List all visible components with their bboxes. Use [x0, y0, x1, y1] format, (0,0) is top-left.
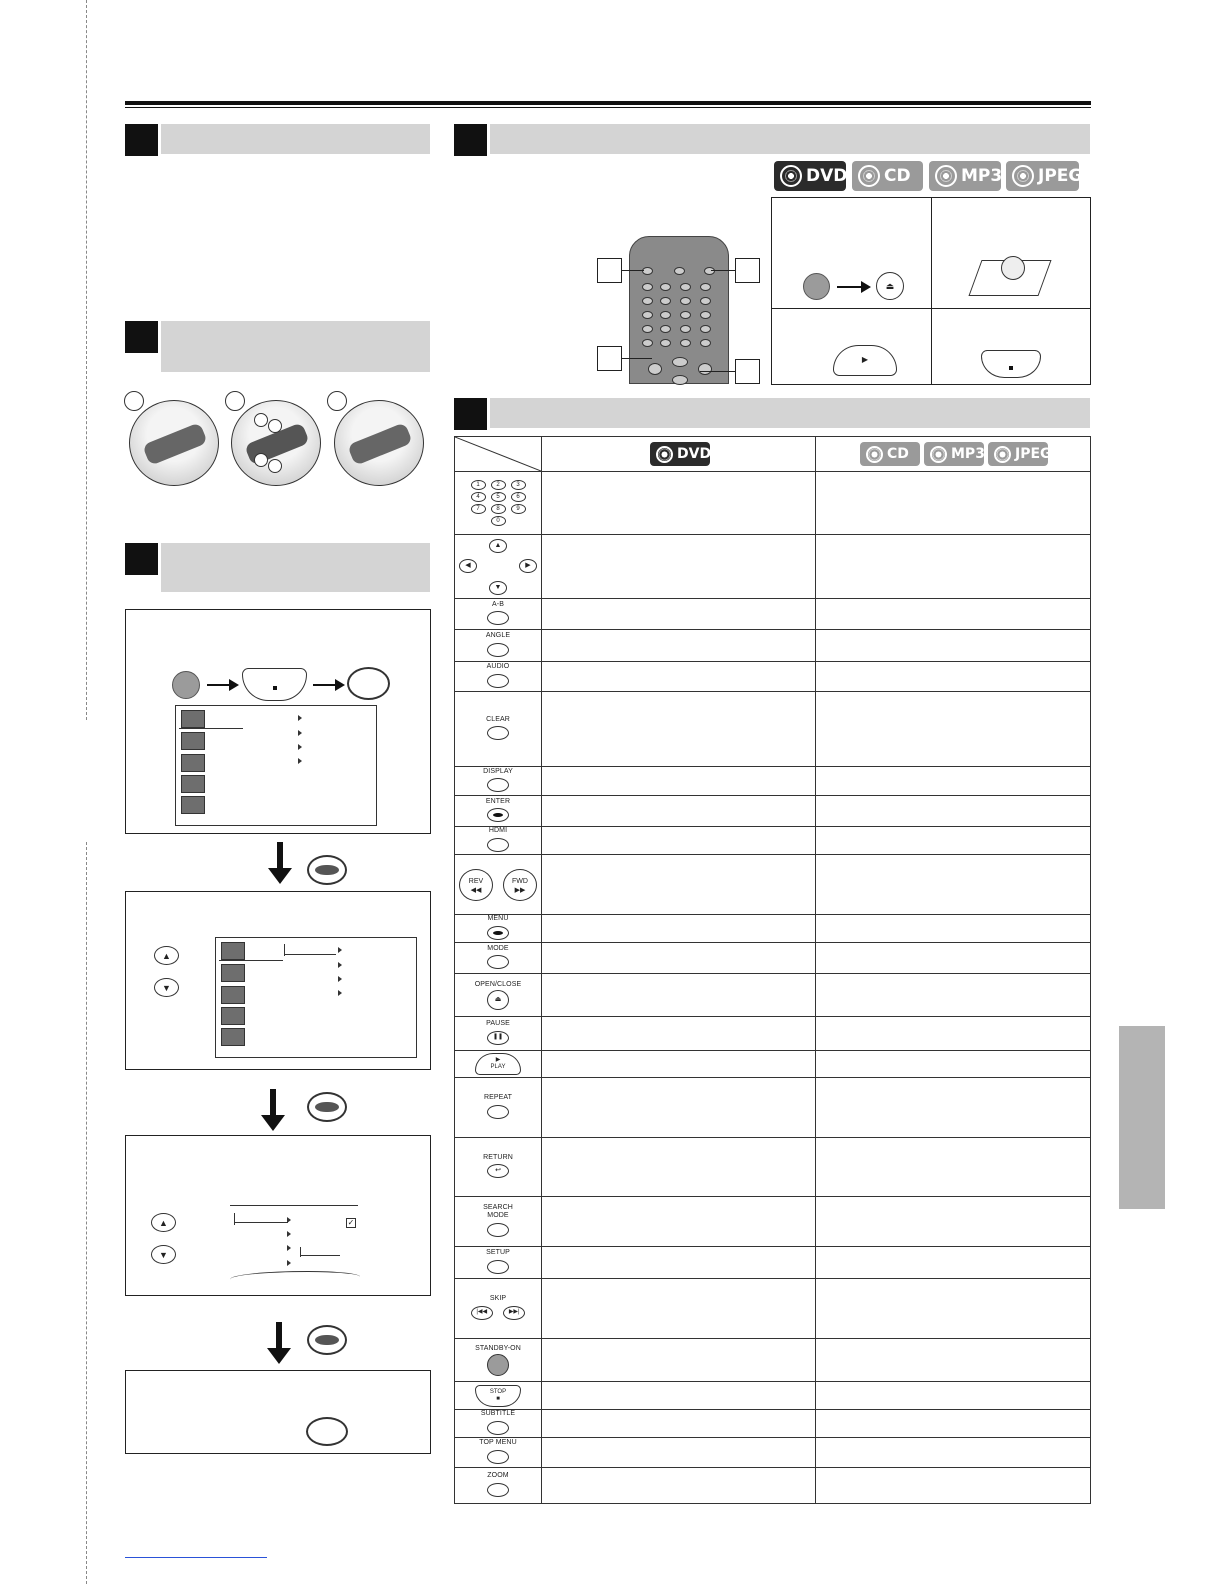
menu-excerpt — [230, 1205, 370, 1285]
language-menu-icon — [181, 710, 205, 728]
setup-step-4-box — [125, 1370, 431, 1454]
a-b-button-icon: A-B — [455, 599, 542, 630]
chevron-right-icon — [338, 990, 342, 996]
table-row — [455, 767, 1091, 796]
mp3-disc-badge: MP3 — [929, 161, 1001, 191]
audio-button-icon: AUDIO — [455, 662, 542, 692]
cd-disc-badge: CD — [860, 442, 920, 466]
table-row — [455, 827, 1091, 855]
table-row — [455, 535, 1091, 599]
section-number-box — [454, 398, 487, 430]
rev-button-icon: REV ◀◀ — [459, 869, 493, 901]
subtitle-button-icon: SUBTITLE — [455, 1410, 542, 1438]
dvd-disc-badge: DVD — [650, 442, 710, 466]
checkbox-checked-icon: ✓ — [347, 1218, 355, 1227]
step-1-marker — [124, 391, 144, 411]
battery-step-2-illustration — [231, 400, 321, 486]
cd-disc-badge: CD — [852, 161, 923, 191]
chevron-right-icon — [287, 1231, 291, 1237]
arrow-down-icon — [270, 1089, 276, 1117]
language-menu-icon — [221, 942, 245, 960]
section-number-box — [125, 543, 158, 575]
table-row — [455, 915, 1091, 943]
chevron-right-icon — [287, 1217, 291, 1223]
table-header-cd-mp3-jpeg — [816, 437, 1091, 472]
enter-button-icon: ENTER — [455, 796, 542, 827]
section-number-box — [125, 124, 158, 156]
section-heading-bar — [161, 321, 430, 372]
enter-button-icon — [307, 1325, 347, 1355]
section-side-tab — [1119, 1026, 1165, 1209]
table-row — [455, 1138, 1091, 1197]
cut-line-bottom — [86, 842, 87, 1584]
menu-button-icon: MENU — [455, 915, 542, 943]
header-rule-thin — [125, 107, 1091, 108]
number-buttons-icon: 1 2 3 4 5 6 7 8 9 0 — [455, 472, 542, 535]
table-row — [455, 472, 1091, 535]
table-row — [455, 1279, 1091, 1339]
step-2-marker — [225, 391, 245, 411]
video-menu-icon — [181, 754, 205, 772]
clear-button-icon: CLEAR — [455, 692, 542, 767]
table-row — [455, 1438, 1091, 1468]
section-number-box — [125, 321, 158, 353]
video-menu-icon — [221, 986, 245, 1004]
table-row — [455, 1078, 1091, 1138]
chevron-right-icon — [298, 744, 302, 750]
enter-button-icon — [307, 855, 347, 885]
section-heading-bar — [490, 398, 1090, 428]
chevron-right-icon — [338, 947, 342, 953]
rev-fwd-buttons-icon — [455, 855, 542, 915]
table-header-dvd — [542, 437, 816, 472]
chevron-right-icon — [338, 976, 342, 982]
up-arrow-button-icon: ▲ — [154, 946, 179, 965]
open-close-button-icon: OPEN/CLOSE ⏏ — [455, 974, 542, 1017]
table-row — [455, 692, 1091, 767]
section-heading-bar — [161, 124, 430, 154]
table-row — [455, 1410, 1091, 1438]
setup-button-icon — [347, 667, 390, 700]
cursor-buttons-icon: ▲ ◀ ▶ ▼ — [455, 535, 542, 599]
chevron-right-icon — [298, 730, 302, 736]
table-corner-cell — [455, 437, 542, 472]
chevron-right-icon — [298, 758, 302, 764]
remote-control-illustration — [629, 236, 729, 384]
fwd-button-icon: FWD ▶▶ — [503, 869, 537, 901]
others-menu-icon — [221, 1028, 245, 1046]
chevron-right-icon — [298, 715, 302, 721]
callout-box-1 — [597, 258, 622, 283]
arrow-down-icon — [276, 1322, 282, 1350]
table-row — [455, 1017, 1091, 1051]
playback-step-1-box — [771, 197, 932, 309]
mode-button-icon: MODE — [455, 943, 542, 974]
up-arrow-button-icon: ▲ — [151, 1213, 176, 1232]
chevron-right-icon — [338, 962, 342, 968]
return-button-icon: RETURN ↩ — [455, 1138, 542, 1197]
callout-box-2 — [735, 258, 760, 283]
down-arrow-button-icon: ▼ — [151, 1245, 176, 1264]
setup-button-icon: SETUP — [455, 1247, 542, 1279]
table-row — [455, 1468, 1091, 1504]
standby-on-button-icon: STANDBY-ON — [455, 1339, 542, 1382]
disc-tray-illustration — [975, 250, 1045, 300]
skip-forward-icon: ▶▶| — [503, 1306, 525, 1320]
pause-button-icon: PAUSE ❚❚ — [455, 1017, 542, 1051]
display-menu-icon — [221, 964, 245, 982]
arrow-right-icon — [207, 684, 237, 686]
table-row — [455, 943, 1091, 974]
repeat-button-icon: REPEAT — [455, 1078, 542, 1138]
section-heading-bar — [490, 124, 1090, 154]
bottom-link-underline — [125, 1557, 267, 1558]
cut-line-top — [86, 0, 87, 720]
setup-menu-screen-1 — [175, 705, 377, 826]
battery-step-3-illustration — [334, 400, 424, 486]
table-row — [455, 855, 1091, 915]
zoom-button-icon: ZOOM — [455, 1468, 542, 1504]
jpeg-disc-badge: JPEG — [988, 442, 1048, 466]
setup-button-icon — [306, 1417, 348, 1446]
search-mode-button-icon: SEARCH MODE — [455, 1197, 542, 1247]
skip-back-icon: |◀◀ — [471, 1306, 493, 1320]
standby-on-icon — [172, 671, 200, 699]
table-row — [455, 662, 1091, 692]
dvd-disc-badge: DVD — [774, 161, 846, 191]
remote-buttons-table — [454, 436, 1091, 1504]
step-3-marker — [327, 391, 347, 411]
audio-menu-icon — [181, 775, 205, 793]
table-row — [455, 974, 1091, 1017]
standby-on-icon — [803, 273, 830, 300]
section-heading-bar — [161, 543, 430, 592]
down-arrow-button-icon: ▼ — [154, 978, 179, 997]
arrow-right-icon — [313, 684, 343, 686]
header-rule — [125, 101, 1091, 105]
angle-button-icon: ANGLE — [455, 630, 542, 662]
hdmi-button-icon: HDMI — [455, 827, 542, 855]
skip-buttons-icon: SKIP |◀◀ ▶▶| — [455, 1279, 542, 1339]
play-button-icon: ▶ — [833, 345, 897, 376]
section-number-box — [454, 124, 487, 156]
arrow-down-icon — [277, 842, 283, 870]
chevron-right-icon — [287, 1260, 291, 1266]
table-row — [455, 1051, 1091, 1078]
callout-box-4 — [735, 359, 760, 384]
arrow-right-icon — [837, 286, 869, 288]
display-button-icon: DISPLAY — [455, 767, 542, 796]
others-menu-icon — [181, 796, 205, 814]
battery-step-1-illustration — [129, 400, 219, 486]
open-close-button-icon: ⏏ — [876, 272, 904, 300]
chevron-right-icon — [287, 1245, 291, 1251]
enter-button-icon — [307, 1092, 347, 1122]
mp3-disc-badge: MP3 — [924, 442, 984, 466]
stop-button-icon: STOP ■ — [455, 1382, 542, 1410]
table-row — [455, 1197, 1091, 1247]
table-row — [455, 1247, 1091, 1279]
table-row — [455, 796, 1091, 827]
table-row — [455, 599, 1091, 630]
audio-menu-icon — [221, 1007, 245, 1025]
display-menu-icon — [181, 732, 205, 750]
table-row — [455, 630, 1091, 662]
table-row — [455, 1382, 1091, 1410]
setup-menu-screen-2 — [215, 937, 417, 1058]
jpeg-disc-badge: JPEG — [1006, 161, 1079, 191]
table-row — [455, 1339, 1091, 1382]
callout-box-3 — [597, 346, 622, 371]
top-menu-button-icon: TOP MENU — [455, 1438, 542, 1468]
play-button-icon: ▶ PLAY — [455, 1051, 542, 1078]
